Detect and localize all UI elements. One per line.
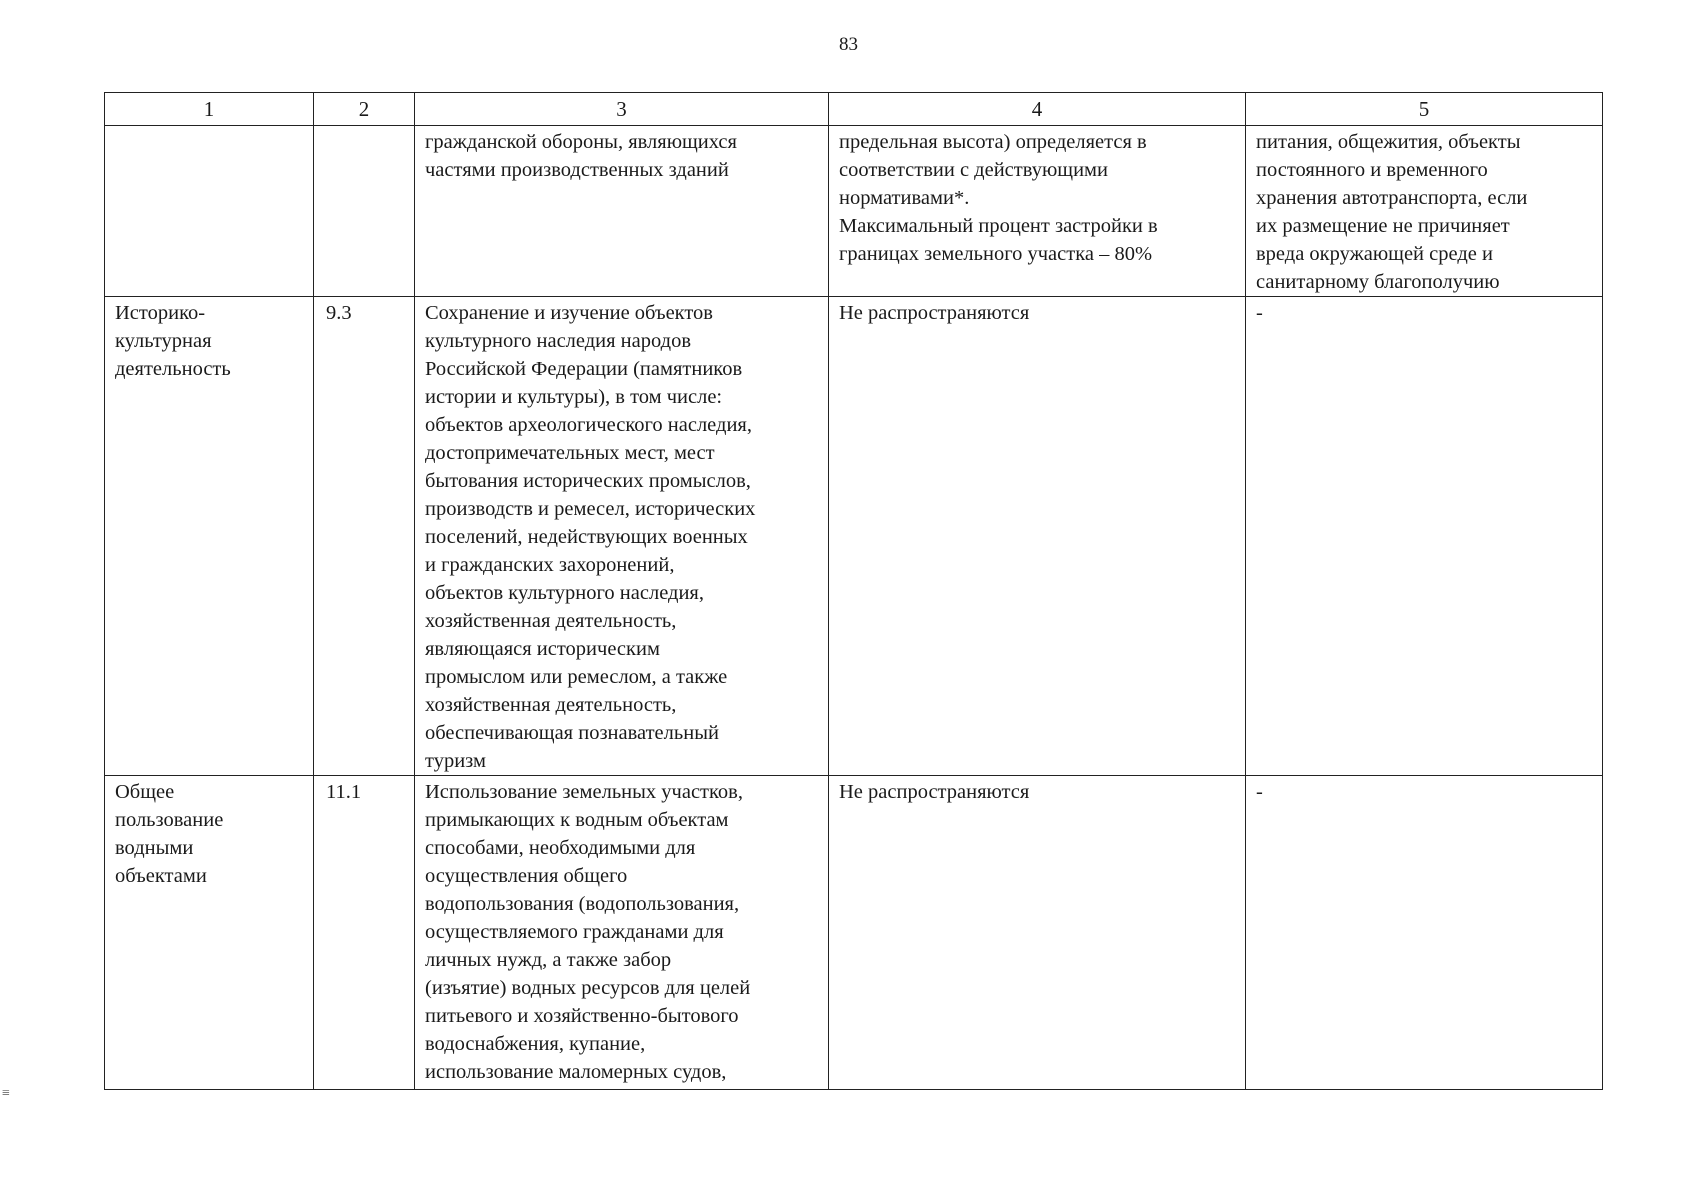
table-header-row <box>105 93 1603 126</box>
restrictions-cell: питания, общежития, объекты постоянного и временного хранения автотранспорта, если их размещение не причиняет вреда окружающей среде и санитарному благополучию <box>1246 126 1603 297</box>
page-number: 83 <box>839 34 858 55</box>
scan-edge-mark: ≡ <box>2 1086 10 1101</box>
land-use-code-cell <box>314 126 415 297</box>
land-use-name-cell: Историко- культурная деятельность <box>105 297 314 776</box>
parameters-cell: Не распространяются <box>829 297 1246 776</box>
table-row <box>105 776 1603 1090</box>
column-header-2: 2 <box>314 93 415 126</box>
description-cell: Сохранение и изучение объектов культурного наследия народов Российской Федерации (памятников истории и культуры), в том числе: объектов археологического наследия, достопримечательных мест, мест бытования исторических промыслов, производств и ремесел, исторических поселений, недействующих военных и гражданских захоронений, объектов культурного наследия, хозяйственная деятельность, являющаяся историческим промыслом или ремеслом, а также хозяйственная деятельность, обеспечивающая познавательный туризм <box>415 297 829 776</box>
column-header-1: 1 <box>105 93 314 126</box>
column-header-4: 4 <box>829 93 1246 126</box>
table-row <box>105 297 1603 776</box>
table-row <box>105 126 1603 297</box>
land-use-name-cell: Общее пользование водными объектами <box>105 776 314 1090</box>
parameters-cell: Не распространяются <box>829 776 1246 1090</box>
parameters-cell: предельная высота) определяется в соответствии с действующими нормативами*. Максимальный процент застройки в границах земельного участка – 80% <box>829 126 1246 297</box>
description-cell: Использование земельных участков, примыкающих к водным объектам способами, необходимыми для осуществления общего водопользования (водопользования, осуществляемого гражданами для личных нужд, а также забор (изъятие) водных ресурсов для целей питьевого и хозяйственно-бытового водоснабжения, купание, использование маломерных судов, <box>415 776 829 1090</box>
land-use-code-cell: 11.1 <box>314 776 415 1090</box>
restrictions-cell: - <box>1246 297 1603 776</box>
zoning-table <box>104 92 1603 1090</box>
land-use-name-cell <box>105 126 314 297</box>
description-cell: гражданской обороны, являющихся частями производственных зданий <box>415 126 829 297</box>
land-use-code-cell: 9.3 <box>314 297 415 776</box>
restrictions-cell: - <box>1246 776 1603 1090</box>
column-header-5: 5 <box>1246 93 1603 126</box>
column-header-3: 3 <box>415 93 829 126</box>
